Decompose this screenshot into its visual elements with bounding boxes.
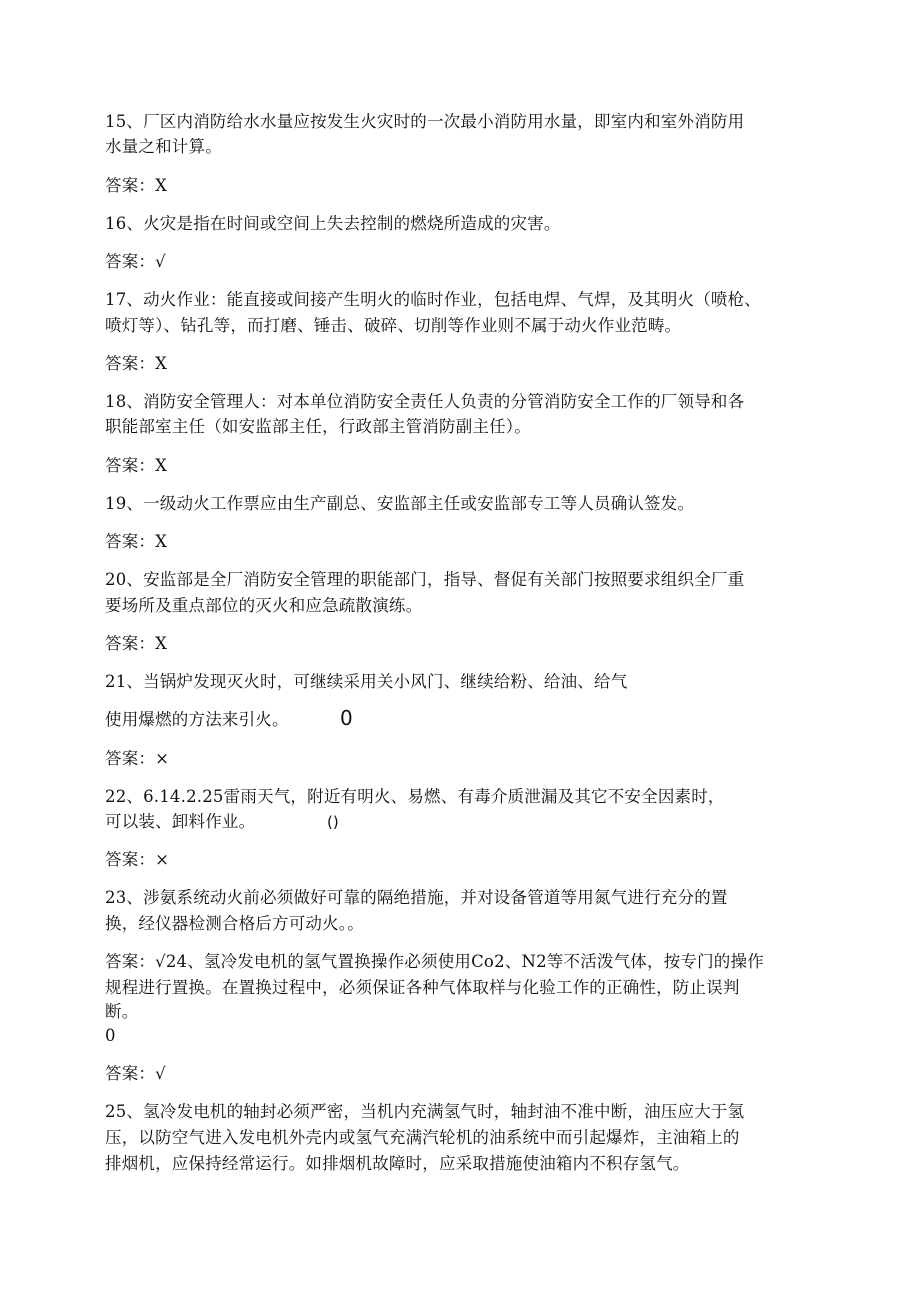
q20-line-2: 要场所及重点部位的灭火和应急疏散演练。 <box>105 596 423 615</box>
q22-answer-blank: () <box>327 813 339 831</box>
q23-line-1: 23、涉氨系统动火前必须做好可靠的隔绝措施，并对设备管道等用氮气进行充分的置 <box>105 888 728 907</box>
q21-answer: 答案：× <box>105 749 170 768</box>
q17-line-1: 17、动火作业：能直接或间接产生明火的临时作业，包括电焊、气焊，及其明火（喷枪、 <box>105 290 761 309</box>
q19-line-1: 19、一级动火工作票应由生产副总、安监部主任或安监部专工等人员确认签发。 <box>105 494 695 513</box>
q20-answer: 答案：X <box>105 634 168 653</box>
q20-line-1: 20、安监部是全厂消防安全管理的职能部门，指导、督促有关部门按照要求组织全厂重 <box>105 570 745 589</box>
q23-line-2: 换，经仪器检测合格后方可动火。。 <box>105 914 364 933</box>
q22-line-2: 可以装、卸料作业。 <box>105 812 256 831</box>
q21-line-2: 使用爆燃的方法来引火。 <box>105 710 289 729</box>
q24-answer: 答案：√ <box>105 1064 166 1083</box>
q25-line-2: 压，以防空气进入发电机外壳内或氢气充满汽轮机的油系统中而引起爆炸，主油箱上的 <box>105 1128 740 1147</box>
q15-answer: 答案：X <box>105 176 168 195</box>
q22-line-1: 22、6.14.2.25雷雨天气，附近有明火、易燃、有毒介质泄漏及其它不安全因素时， <box>105 787 725 806</box>
q17-answer: 答案：X <box>105 354 168 373</box>
q21-answer-blank: 0 <box>340 706 353 730</box>
q24-line-4: 0 <box>105 1026 116 1045</box>
q18-line-1: 18、消防安全管理人：对本单位消防安全责任人负责的分管消防安全工作的厂领导和各 <box>105 392 745 411</box>
q22-answer: 答案：× <box>105 850 170 869</box>
q21-line-1: 21、当锅炉发现灭火时，可继续采用关小风门、继续给粉、给油、给气 <box>105 672 628 691</box>
q24-line-1: 答案：√24、氢冷发电机的氢气置换操作必须使用Co2、N2等不活泼气体，按专门的操作 <box>105 952 764 971</box>
q16-line-1: 16、火灾是指在时间或空间上失去控制的燃烧所造成的灾害。 <box>105 214 561 233</box>
q24-line-3: 断。 <box>105 1002 139 1021</box>
q24-line-2: 规程进行置换。在置换过程中，必须保证各种气体取样与化验工作的正确性，防止误判 <box>105 978 740 997</box>
q17-line-2: 喷灯等）、钻孔等，而打磨、锤击、破碎、切削等作业则不属于动火作业范畴。 <box>105 316 682 335</box>
q25-line-1: 25、氢冷发电机的轴封必须严密，当机内充满氢气时，轴封油不准中断，油压应大于氢 <box>105 1102 745 1121</box>
q16-answer: 答案：√ <box>105 252 166 271</box>
q15-line-2: 水量之和计算。 <box>105 137 222 156</box>
q25-line-3: 排烟机，应保持经常运行。如排烟机故障时，应采取措施使油箱内不积存氢气。 <box>105 1154 690 1173</box>
q19-answer: 答案：X <box>105 532 168 551</box>
q18-answer: 答案：X <box>105 456 168 475</box>
q18-line-2: 职能部室主任（如安监部主任，行政部主管消防副主任）。 <box>105 417 531 436</box>
q15-line-1: 15、厂区内消防给水水量应按发生火灾时的一次最小消防用水量，即室内和室外消防用 <box>105 112 745 131</box>
